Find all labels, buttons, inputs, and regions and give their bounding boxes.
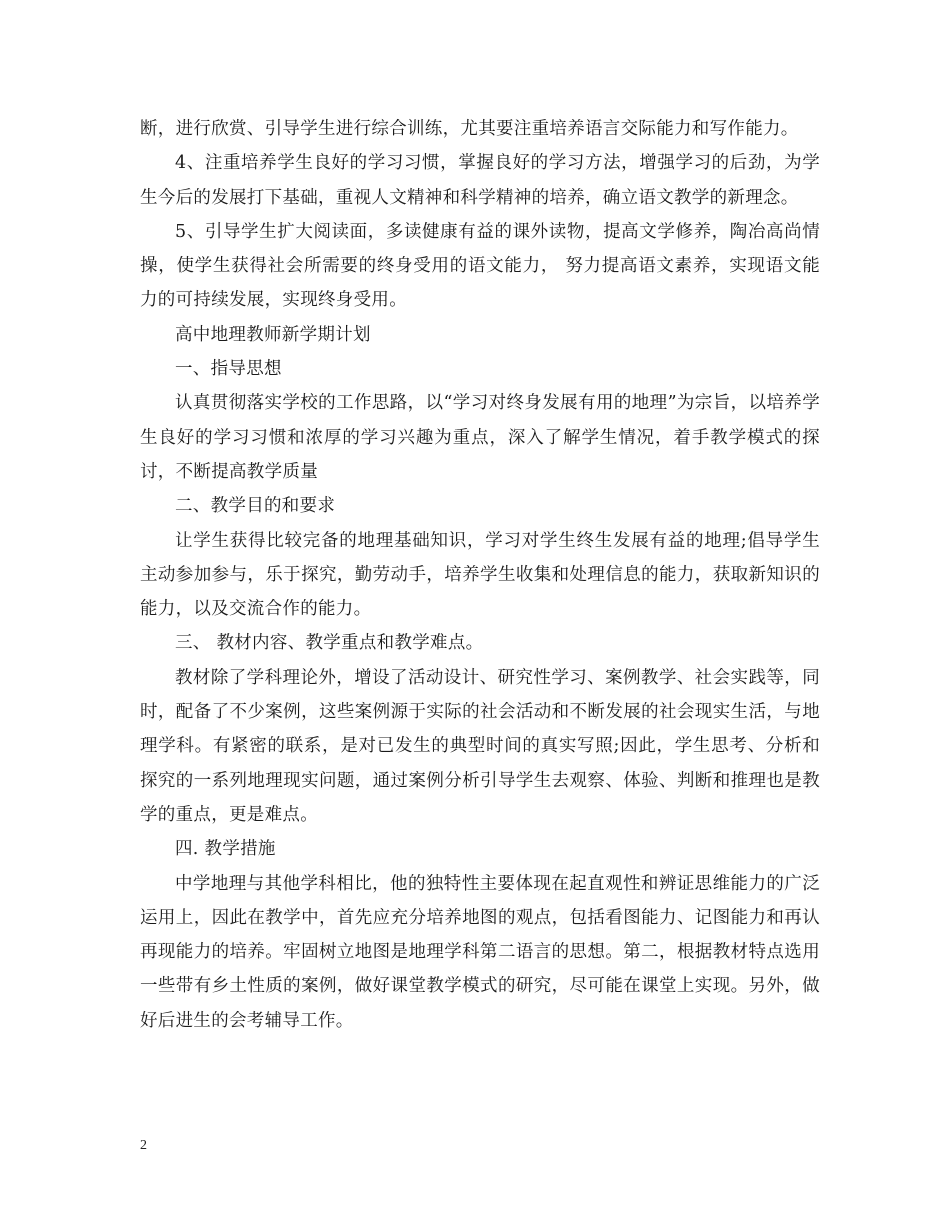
paragraph-teaching-measures: 中学地理与其他学科相比，他的独特性主要体现在起直观性和辨证思维能力的广泛运用上，因此在教学中，首先应充分培养地图的观点，包括看图能力、记图能力和再认再现能力的培养。牢固树立地图是地理学科第二语言的思想。第二，根据教材特点选用一些带有乡土性质的案例，做好课堂教学模式的研究，尽可能在课堂上实现。另外，做好后进生的会考辅导工作。: [140, 873, 820, 1031]
paragraph-item-5: 5、引导学生扩大阅读面，多读健康有益的课外读物，提高文学修养，陶冶高尚情操，使学生获得社会所需要的终身受用的语文能力， 努力提高语文素养，实现语文能力的可持续发展，实现终身受用。: [140, 221, 820, 311]
heading-guiding-ideology: 一、指导思想: [175, 359, 282, 380]
paragraph-teaching-content: 教材除了学科理论外，增设了活动设计、研究性学习、案例教学、社会实践等，同时，配备了不少案例，这些案例源于实际的社会活动和不断发展的社会现实生活，与地理学科。有紧密的联系，是对已发生的典型时间的真实写照;因此，学生思考、分析和探究的一系列地理现实问题，通过案例分析引导学生去观察、体验、判断和推理也是教学的重点，更是难点。: [140, 667, 820, 825]
paragraph-continuation: 断，进行欣赏、引导学生进行综合训练，尤其要注重培养语言交际能力和写作能力。: [140, 119, 799, 139]
heading-teaching-measures: 四. 教学措施: [175, 839, 276, 860]
page-number: 2: [140, 1138, 147, 1153]
paragraph-item-4: 4、注重培养学生良好的学习习惯，掌握良好的学习方法，增强学习的后劲，为学生今后的发展打下基础，重视人文精神和科学精神的培养，确立语文教学的新理念。: [140, 153, 820, 208]
paragraph-guiding-ideology: 认真贯彻落实学校的工作思路，以“学习对终身发展有用的地理”为宗旨，以培养学生良好的学习习惯和浓厚的学习兴趣为重点，深入了解学生情况，着手教学模式的探讨，不断提高教学质量: [140, 393, 820, 482]
body-text: [140, 112, 820, 1038]
paragraph-teaching-goals: 让学生获得比较完备的地理基础知识，学习对学生终生发展有益的地理;倡导学生主动参加参与，乐于探究，勤劳动手，培养学生收集和处理信息的能力，获取新知识的能力，以及交流合作的能力。: [140, 530, 820, 620]
heading-teaching-goals: 二、教学目的和要求: [175, 496, 336, 517]
heading-teaching-content: 三、 教材内容、教学重点和教学难点。: [175, 633, 484, 654]
section-title: 高中地理教师新学期计划: [175, 324, 371, 345]
